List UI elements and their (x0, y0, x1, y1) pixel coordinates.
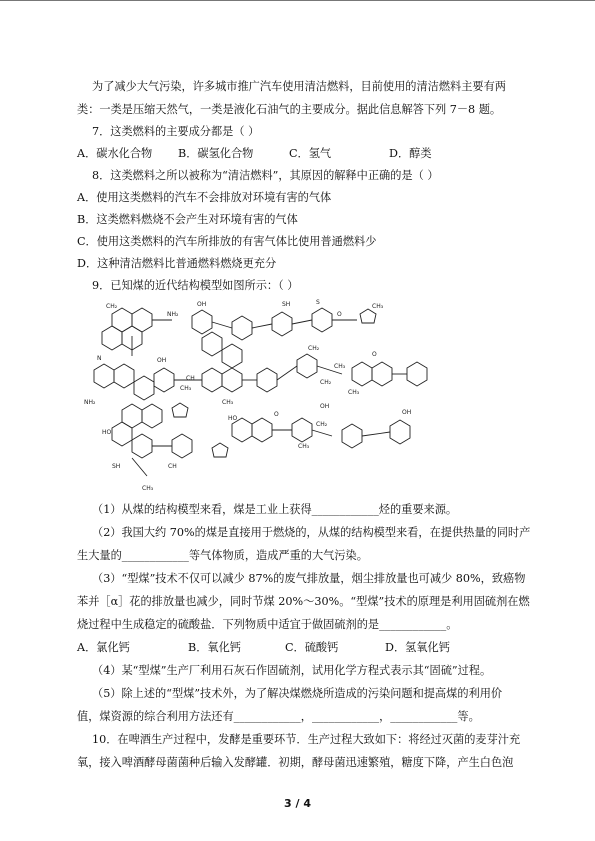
q9-part2-line1: （2）我国大约 70%的煤是直接用于燃烧的，从煤的结构模型来看，在提供热量的同时产 (92, 526, 531, 539)
structure-label: O (372, 351, 377, 358)
structure-label: CH₂ (316, 421, 328, 428)
q9-option-a: A．氯化钙 (77, 641, 130, 654)
structure-label: OH (157, 357, 167, 364)
q9-part2-line2: 生大量的____________等气体物质，造成严重的大气污染。 (77, 549, 368, 562)
q8-stem: 8．这类燃料之所以被称为“清洁燃料”，其原因的解释中正确的是（ ） (92, 169, 439, 182)
structure-label: HO (102, 429, 112, 436)
structure-label: N (97, 355, 102, 362)
structure-label: CH₃ (222, 399, 234, 406)
structure-label: CH₃ (348, 389, 360, 396)
structure-label: OH (320, 403, 330, 410)
q8-option-d: D．这种清洁燃料比普通燃料燃烧更充分 (77, 257, 277, 270)
q7-options (77, 147, 517, 161)
structure-label: SH (282, 301, 291, 308)
intro-line-2: 类：一类是压缩天然气，一类是液化石油气的主要成分。据此信息解答下列 7－8 题。 (77, 103, 502, 116)
structure-label: SH (112, 463, 121, 470)
q7-option-a: A．碳水化合物 (77, 147, 153, 160)
q9-part4: （4）某“型煤”生产厂利用石灰石作固硫剂，试用化学方程式表示其“固硫”过程。 (92, 664, 492, 677)
q10-line1: 10．在啤酒生产过程中，发酵是重要环节．生产过程大致如下：将经过灭菌的麦芽汁充 (92, 733, 521, 746)
structure-label: CH₃ (298, 443, 310, 450)
structure-label: NH₂ (84, 399, 96, 406)
q7-option-d: D．醇类 (389, 147, 432, 160)
q7-option-b: B．碳氢化合物 (178, 147, 254, 160)
structure-label: OH (197, 301, 207, 308)
structure-label: CH₂ (308, 345, 320, 352)
intro-line-1: 为了减少大气污染，许多城市推广汽车使用清洁燃料，目前使用的清洁燃料主要有两 (92, 80, 506, 93)
structure-label: CH₃ (142, 485, 154, 492)
q8-option-c: C．使用这类燃料的汽车所排放的有害气体比使用普通燃料少 (77, 235, 377, 248)
q9-option-d: D．氢氧化钙 (385, 641, 450, 654)
q9-part5-line1: （5）除上述的“型煤”技术外，为了解决煤燃烧所造成的污染问题和提高煤的利用价 (92, 687, 503, 700)
structure-label: CH₃ (334, 363, 346, 370)
q9-option-c: C．硫酸钙 (285, 641, 339, 654)
structure-label: CH₃ (180, 385, 192, 392)
q8-option-b: B．这类燃料燃烧不会产生对环境有害的气体 (77, 213, 298, 226)
q9-option-b: B．氧化钙 (188, 641, 241, 654)
q9-part3-line2: 苯并［α］花的排放量也减少，同时节煤 20%～30%。“型煤”技术的原理是利用固硫剂在燃 (77, 595, 530, 608)
q8-option-a: A．使用这类燃料的汽车不会排放对环境有害的气体 (77, 191, 332, 204)
q10-line2: 氧，接入啤酒酵母菌菌种后输入发酵罐．初期，酵母菌迅速繁殖，糖度下降，产生白色泡 (77, 756, 514, 769)
q9-part3-line1: （3）“型煤”技术不仅可以减少 87%的废气排放量，烟尘排放量也可减少 80%，致癌物 (92, 572, 526, 585)
structure-label: CH₃ (372, 303, 384, 310)
q7-option-c: C．氢气 (289, 147, 332, 160)
structure-label: CH₂ (106, 303, 118, 310)
structure-label: OH (402, 409, 412, 416)
structure-label: S (316, 299, 320, 306)
q9-part3-line3: 烧过程中生成稳定的硫酸盐．下列物质中适宜于做固硫剂的是____________。 (77, 618, 458, 631)
q9-part1: （1）从煤的结构模型来看，煤是工业上获得____________烃的重要来源。 (92, 503, 458, 516)
coal-structure-figure (72, 296, 442, 494)
structure-label: O (274, 411, 279, 418)
page-number: 3 / 4 (284, 797, 311, 810)
q9-stem: 9．已知煤的近代结构模型如图所示：（ ） (92, 279, 299, 292)
q7-stem: 7．这类燃料的主要成分都是（ ） (92, 125, 260, 138)
q9-part3-options (77, 641, 517, 655)
structure-label: CH (168, 463, 177, 470)
structure-label: NH₂ (167, 311, 179, 318)
coal-structure-diagram (72, 296, 442, 494)
structure-label: CH₂ (320, 379, 332, 386)
q9-part5-line2: 值，煤资源的综合利用方法还有____________，____________，____________等。 (77, 710, 480, 723)
structure-label: HO (228, 415, 238, 422)
structure-label: CH (186, 375, 195, 382)
structure-label: O (337, 311, 342, 318)
